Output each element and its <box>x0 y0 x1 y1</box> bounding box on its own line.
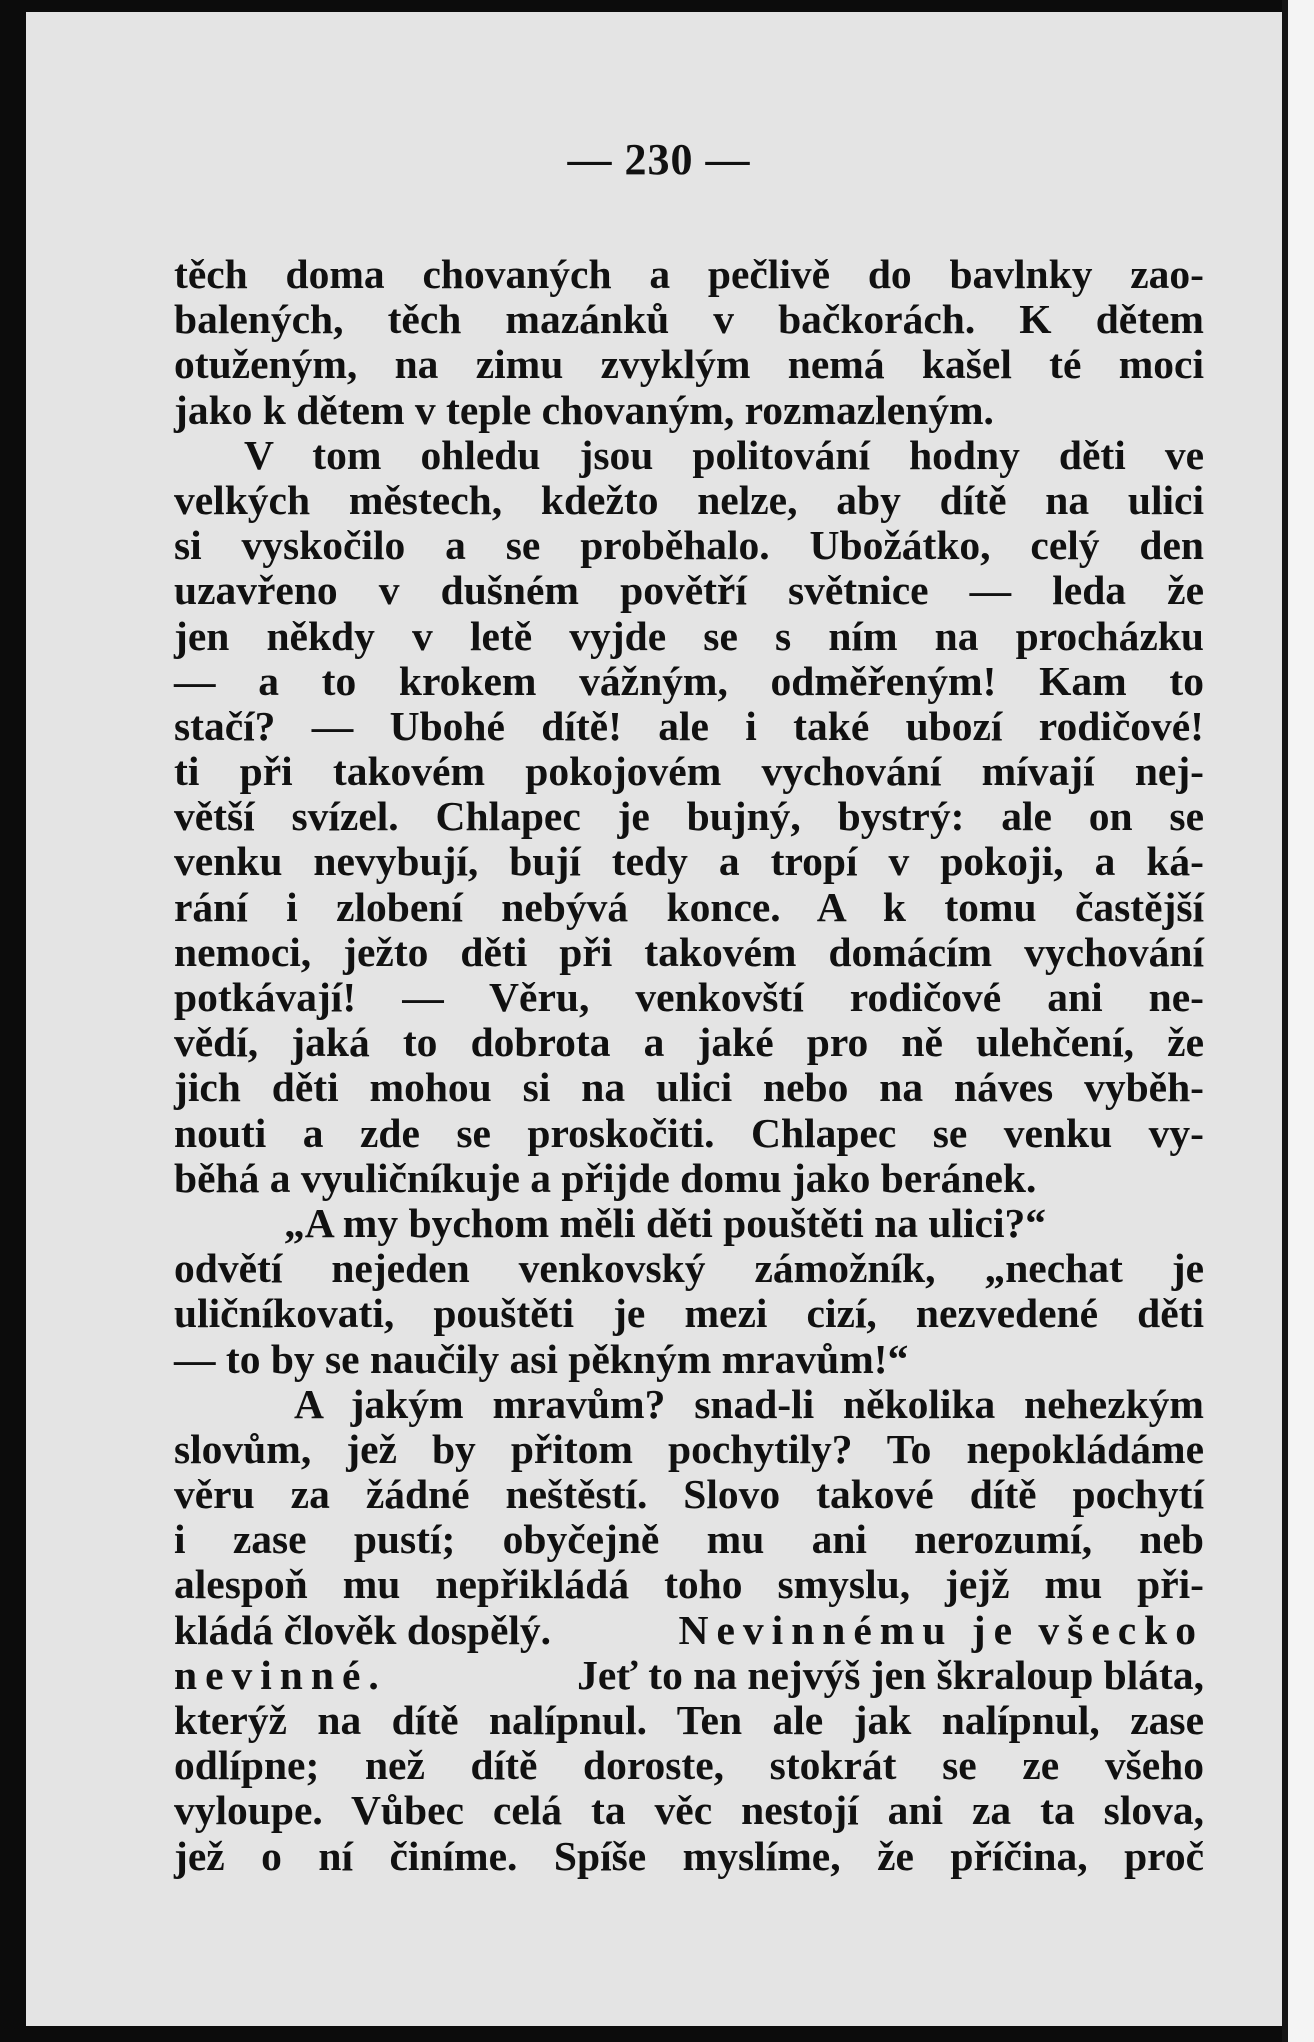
text-line: nemoci, ježto děti při takovém domácím vychování <box>174 928 1204 975</box>
text-line: balených, těch mazánků v bačkorách. K dětem <box>174 296 1204 343</box>
text-line: V tom ohledu jsou politování hodny děti ve <box>244 431 1204 478</box>
text-line: potkávají! — Věru, venkovští rodičové ani ne- <box>174 974 1204 1020</box>
text-line: velkých městech, kdežto nelze, aby dítě na ulici <box>174 476 1204 523</box>
text-line: odvětí nejeden venkovský zámožník, „nechat je <box>174 1245 1204 1292</box>
scan-margin <box>1288 0 1314 2042</box>
text-line-mixed <box>174 1608 1204 1653</box>
text-line: alespoň mu nepřikládá toho smyslu, jejž mu při- <box>174 1561 1204 1608</box>
text-fragment: kládá člověk dospělý. <box>174 1606 552 1653</box>
text-line: jich děti mohou si na ulici nebo na náves vyběh- <box>174 1064 1204 1111</box>
spaced-emphasis: nevinné. <box>174 1651 387 1698</box>
text-line: „A my bychom měli děti pouštěti na ulici?“ <box>284 1199 1046 1246</box>
text-line: venku nevybují, bují tedy a tropí v pokoji, a ká- <box>174 838 1204 885</box>
text-line: odlípne; než dítě doroste, stokrát se ze všeho <box>174 1742 1204 1789</box>
book-page <box>26 12 1292 2026</box>
text-line: běhá a vyuličníkuje a přijde domu jako beránek. <box>174 1154 1037 1201</box>
text-line: i zase pustí; obyčejně mu ani nerozumí, neb <box>174 1516 1204 1563</box>
text-line: kterýž na dítě nalípnul. Ten ale jak nalípnul, zase <box>174 1697 1204 1743</box>
text-line: A jakým mravům? snad-li několika nehezkým <box>294 1380 1204 1427</box>
text-line: ti při takovém pokojovém vychování mívají nej- <box>174 748 1204 795</box>
body-text <box>174 252 1204 1879</box>
text-line: těch doma chovaných a pečlivě do bavlnky zao- <box>174 251 1204 297</box>
text-line: uličníkovati, pouštěti je mezi cizí, nezvedené děti <box>174 1290 1204 1337</box>
text-line: jež o ní činíme. Spíše myslíme, že příčina, proč <box>174 1832 1204 1879</box>
text-line: si vyskočilo a se proběhalo. Ubožátko, celý den <box>174 522 1204 569</box>
text-line: rání i zlobení nebývá konce. A k tomu častější <box>174 883 1204 930</box>
text-line: slovům, jež by přitom pochytily? To nepokládáme <box>174 1425 1204 1472</box>
text-line: jen někdy v letě vyjde se s ním na procházku <box>174 612 1204 659</box>
text-line: — to by se naučily asi pěkným mravům!“ <box>174 1335 909 1382</box>
page-number: — 230 — <box>567 135 751 184</box>
text-fragment: Jeť to na nejvýš jen škraloup bláta, <box>577 1651 1204 1698</box>
text-line: — a to krokem vážným, odměřeným! Kam to <box>174 657 1204 704</box>
text-line: stačí? — Ubohé dítě! ale i také ubozí rodičové! <box>174 702 1204 749</box>
text-line: otuženým, na zimu zvyklým nemá kašel té moci <box>174 341 1204 388</box>
text-line: jako k dětem v teple chovaným, rozmazleným. <box>174 386 994 433</box>
text-line: větší svízel. Chlapec je bujný, bystrý: ale on se <box>174 793 1204 840</box>
text-line: nouti a zde se proskočiti. Chlapec se venku vy- <box>174 1109 1204 1156</box>
text-line: vědí, jaká to dobrota a jaké pro ně ulehčení, že <box>174 1019 1204 1066</box>
text-line: uzavřeno v dušném povětří světnice — leda že <box>174 567 1204 614</box>
text-line-mixed <box>174 1653 1204 1698</box>
spaced-emphasis: Nevinnému je všecko <box>678 1606 1204 1653</box>
text-line: vyloupe. Vůbec celá ta věc nestojí ani za ta slova, <box>174 1787 1204 1834</box>
text-line: věru za žádné neštěstí. Slovo takové dítě pochytí <box>174 1471 1204 1518</box>
